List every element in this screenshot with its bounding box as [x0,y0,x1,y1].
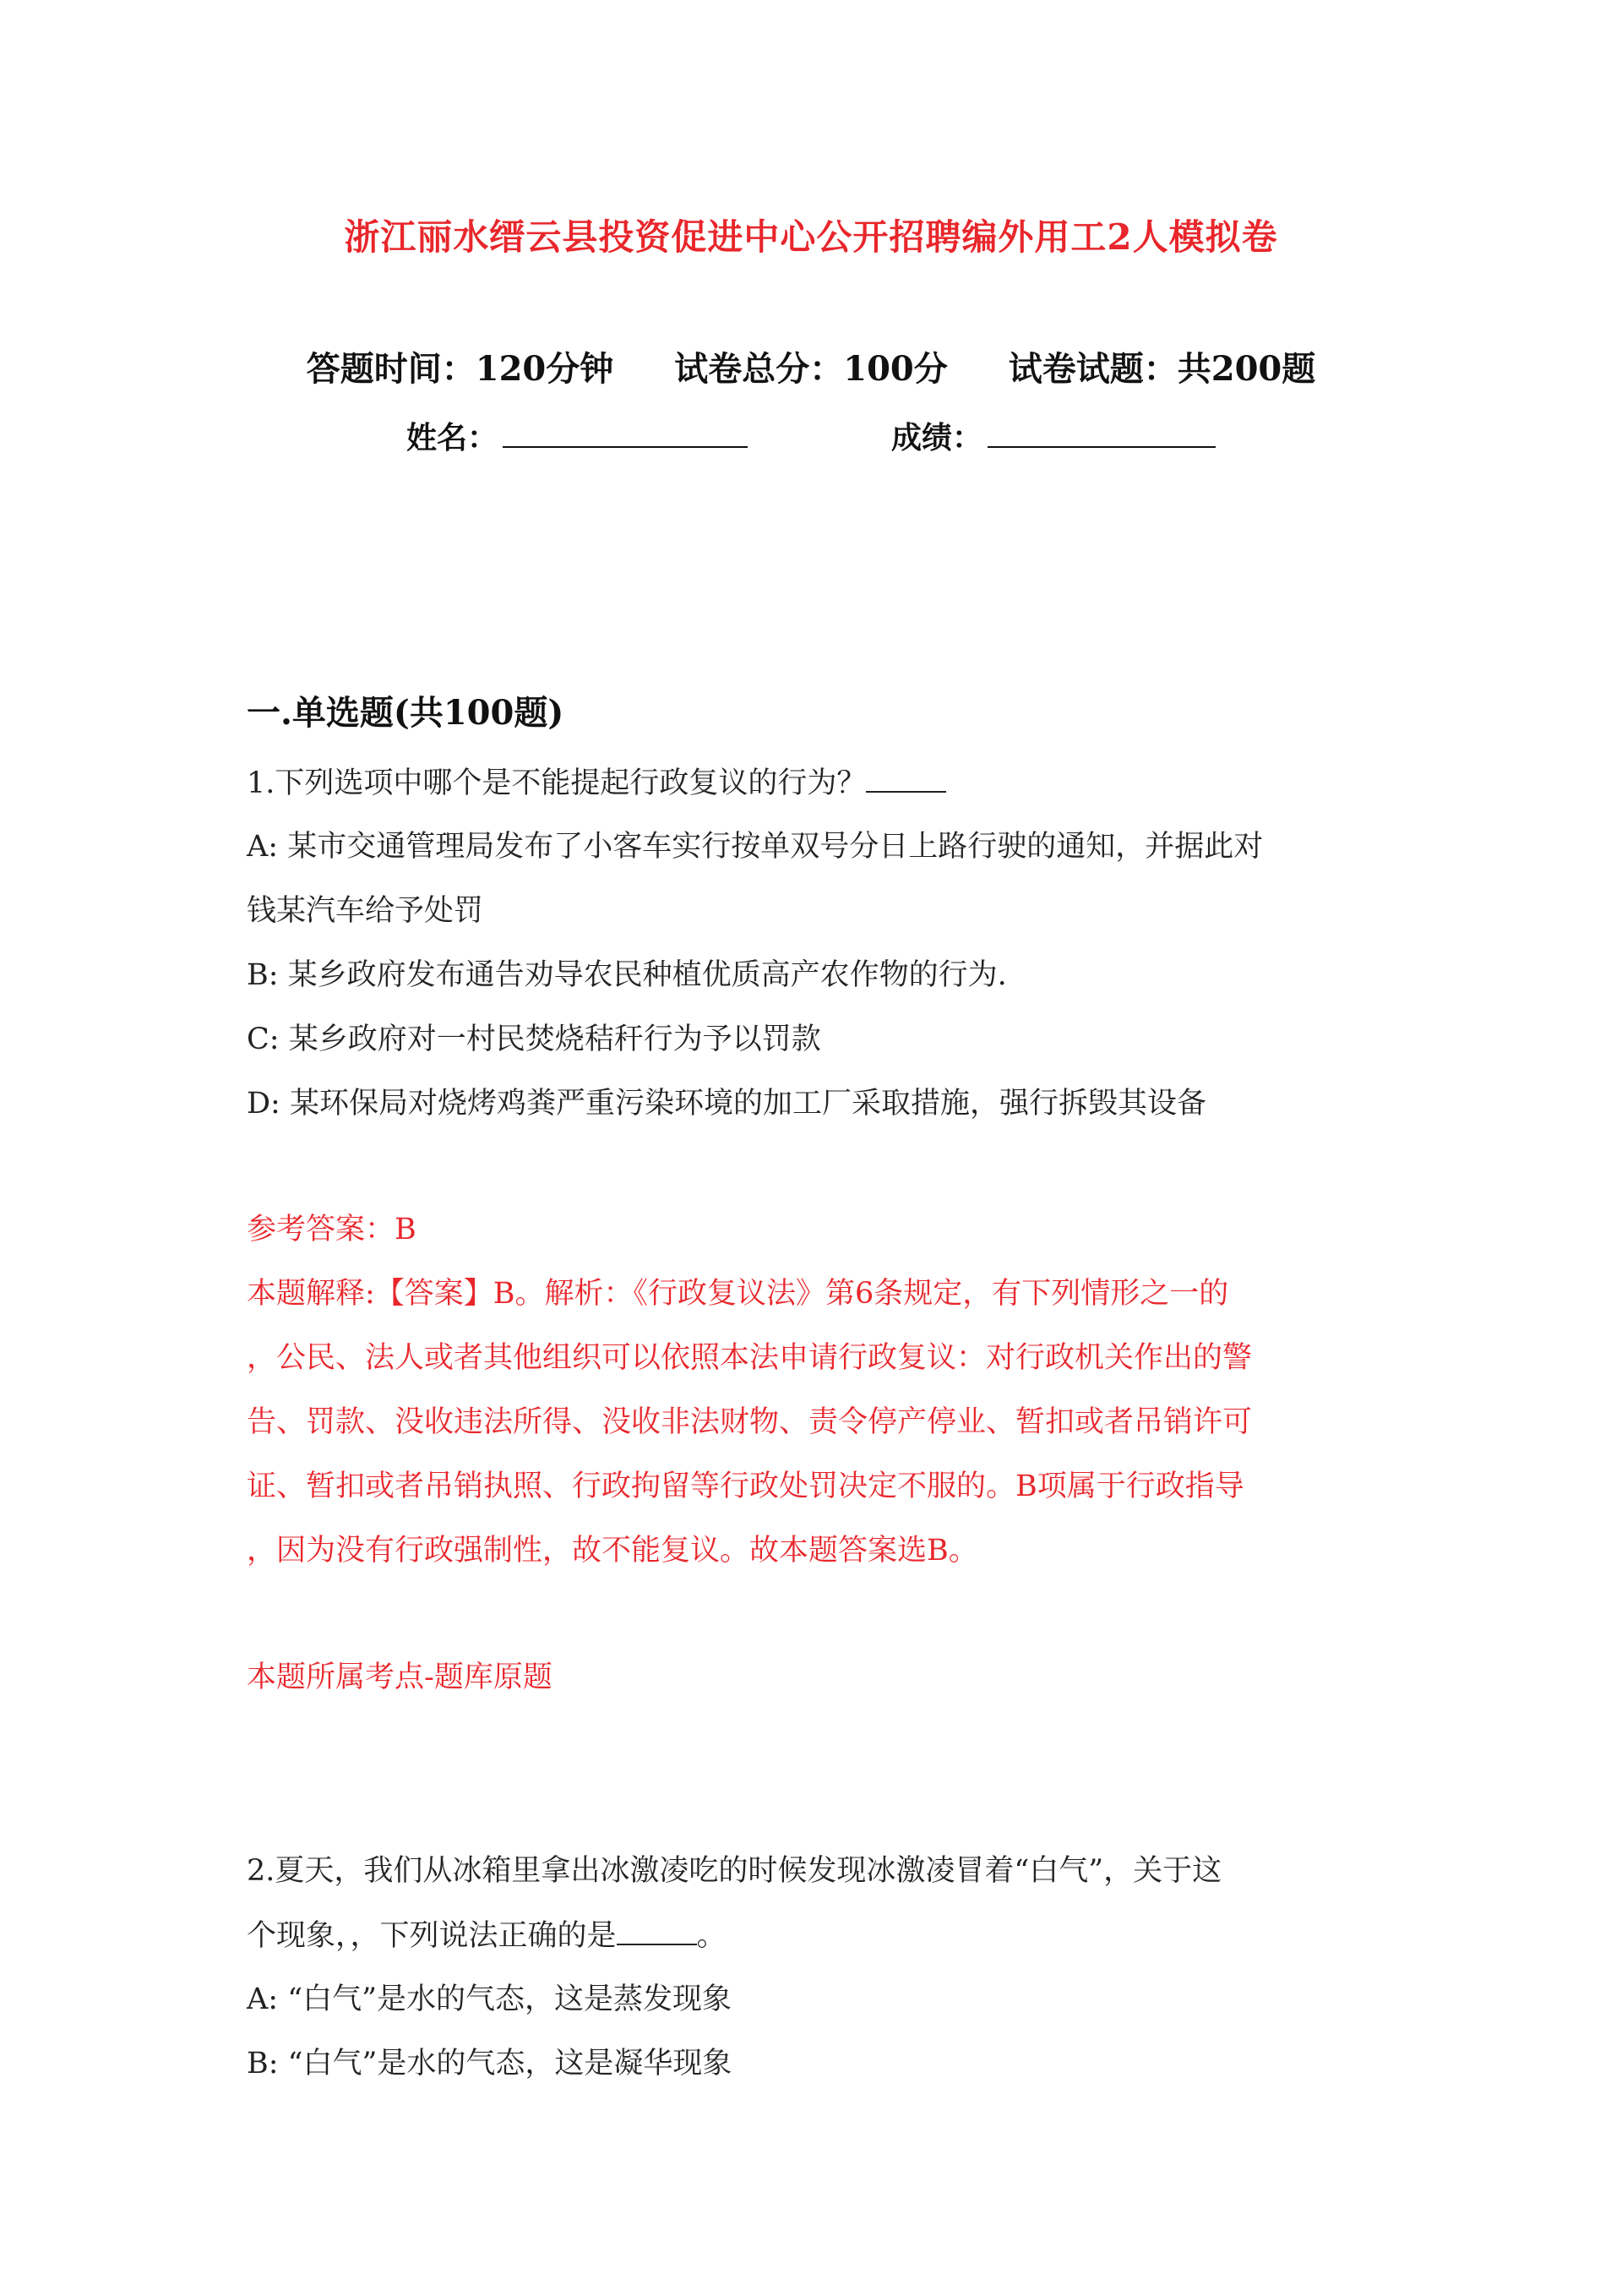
q1-explanation-line5: ，因为没有行政强制性，故不能复议。故本题答案选B。 [247,1534,978,1568]
q1-option-a-line2: 钱某汽车给予处罚 [247,894,484,928]
q1-stem: 1.下列选项中哪个是不能提起行政复议的行为？ [247,766,867,800]
q2-option-b: B: “白气”是水的气态，这是凝华现象 [247,2047,732,2081]
section-title: 一.单选题(共100题) [247,693,564,733]
q1-explanation-line1: 本题解释:【答案】B。解析：《行政复议法》第6条规定，有下列情形之一的 [247,1277,1229,1311]
q1-explanation-line4: 证、暂扣或者吊销执照、行政拘留等行政处罚决定不服的。B项属于行政指导 [247,1470,1244,1503]
candidate-info-row [0,414,1622,457]
q1-topic: 本题所属考点-题库原题 [247,1661,552,1694]
q2-stem-pre: 个现象，，下列说法正确的是 [247,1919,617,1953]
q2-stem-line2 [247,1918,727,1953]
q1-option-c: C: 某乡政府对一村民焚烧秸秆行为予以罚款 [247,1023,821,1056]
q1-explanation-line2: ，公民、法人或者其他组织可以依照本法申请行政复议：对行政机关作出的警 [247,1341,1253,1375]
exam-time-label: 答题时间：120分钟 [306,349,614,389]
q2-stem-line1: 2.夏天，我们从冰箱里拿出冰激凌吃的时候发现冰激凌冒着“白气”，关于这 [247,1854,1222,1888]
q1-explanation-line3: 告、罚款、没收违法所得、没收非法财物、责令停产停业、暂扣或者吊销许可 [247,1405,1253,1439]
q1-stem-line [247,766,946,800]
q1-option-a-line1: A: 某市交通管理局发布了小客车实行按单双号分日上路行驶的通知，并据此对 [247,830,1264,864]
exam-score-label: 试卷总分：100分 [674,349,948,389]
q2-answer-blank [617,1918,697,1945]
q2-stem-post: 。 [696,1919,727,1953]
name-blank [503,421,748,448]
q1-answer: 参考答案：B [247,1213,416,1246]
exam-questions-label: 试卷试题：共200题 [1008,349,1316,389]
exam-meta-row [0,342,1622,390]
q1-answer-blank [866,766,946,793]
q1-option-b: B: 某乡政府发布通告劝导农民种植优质高产农作物的行为. [247,958,1007,992]
q2-option-a: A: “白气”是水的气态，这是蒸发现象 [247,1982,732,2016]
exam-title: 浙江丽水缙云县投资促进中心公开招聘编外用工2人模拟卷 [344,216,1278,258]
grade-blank [988,421,1216,448]
q1-option-d: D: 某环保局对烧烤鸡粪严重污染环境的加工厂采取措施，强行拆毁其设备 [247,1087,1206,1121]
name-label: 姓名： [406,420,498,455]
grade-label: 成绩： [891,420,983,455]
